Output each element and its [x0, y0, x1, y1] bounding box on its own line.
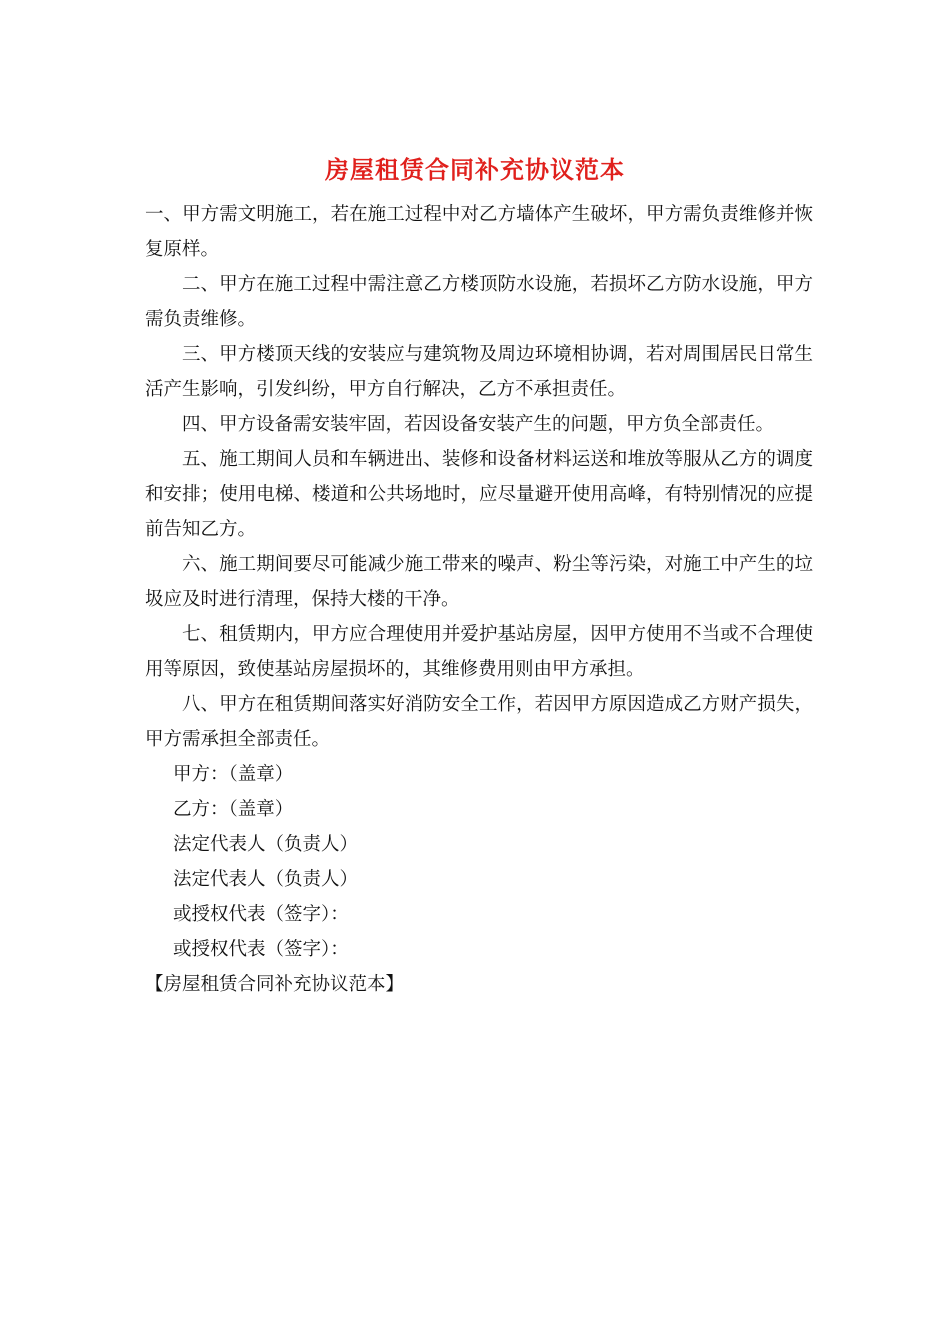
clause-4: 四、甲方设备需安装牢固，若因设备安装产生的问题，甲方负全部责任。	[182, 414, 775, 435]
clause-5: 五、施工期间人员和车辆进出、装修和设备材料运送和堆放等服从乙方的调度和安排；使用电梯、楼道和公共场地时，应尽量避开使用高峰，有特别情况的应提前告知乙方。	[145, 449, 813, 540]
signature-party-a: 甲方：（盖章）	[173, 764, 294, 785]
document-footer: 【房屋租赁合同补充协议范本】	[145, 974, 405, 995]
document-body	[145, 197, 813, 1002]
document-title: 房屋租赁合同补充协议范本	[325, 155, 625, 184]
authorized-representative-b: 或授权代表（签字）：	[173, 939, 349, 960]
clause-6: 六、施工期间要尽可能减少施工带来的噪声、粉尘等污染，对施工中产生的垃圾应及时进行清理，保持大楼的干净。	[145, 554, 813, 610]
legal-representative-a: 法定代表人（负责人）	[173, 834, 359, 855]
clause-8: 八、甲方在租赁期间落实好消防安全工作，若因甲方原因造成乙方财产损失，甲方需承担全部责任。	[145, 694, 813, 750]
legal-representative-b: 法定代表人（负责人）	[173, 869, 359, 890]
clause-3: 三、甲方楼顶天线的安装应与建筑物及周边环境相协调，若对周围居民日常生活产生影响，引发纠纷，甲方自行解决，乙方不承担责任。	[145, 344, 813, 400]
authorized-representative-a: 或授权代表（签字）：	[173, 904, 349, 925]
signature-party-b: 乙方：（盖章）	[173, 799, 294, 820]
clause-2: 二、甲方在施工过程中需注意乙方楼顶防水设施，若损坏乙方防水设施，甲方需负责维修。	[145, 274, 813, 330]
clause-1: 一、甲方需文明施工，若在施工过程中对乙方墙体产生破坏，甲方需负责维修并恢复原样。	[145, 204, 813, 260]
clause-7: 七、租赁期内，甲方应合理使用并爱护基站房屋，因甲方使用不当或不合理使用等原因，致使基站房屋损坏的，其维修费用则由甲方承担。	[145, 624, 813, 680]
